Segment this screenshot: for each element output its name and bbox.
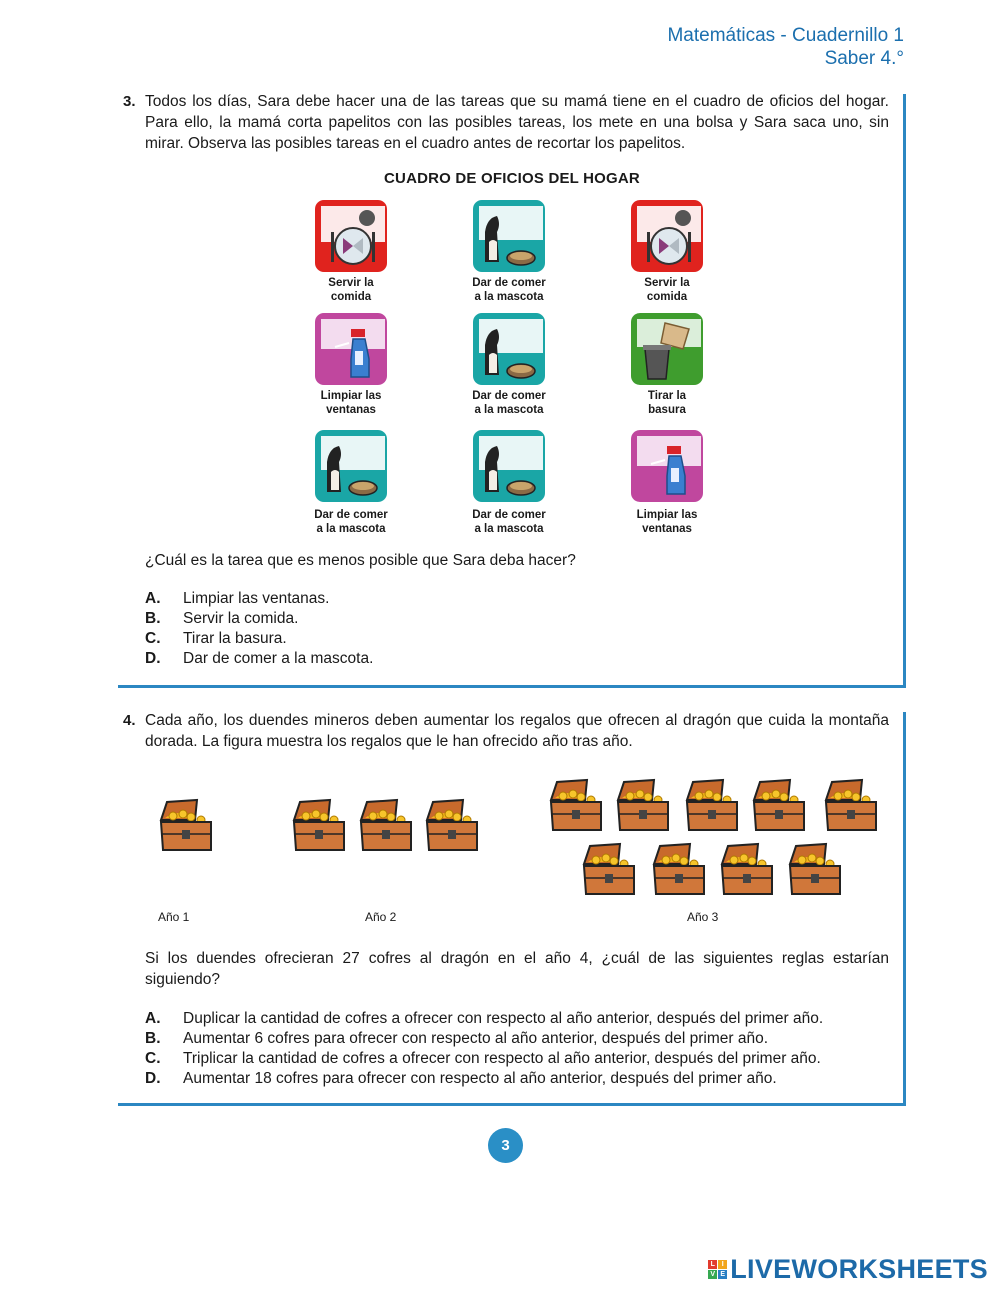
chore-tile [631,313,703,385]
chores-chart-title: CUADRO DE OFICIOS DEL HOGAR [384,170,640,187]
option-d[interactable]: D. Dar de comer a la mascota. [145,650,374,667]
treasure-chest-icon [155,796,217,861]
option-b[interactable]: B. Aumentar 6 cofres para ofrecer con respecto al año anterior, después del primer año. [145,1030,769,1047]
logo-mark-icon: L I V E [708,1260,727,1279]
dog-icon [317,432,389,504]
year-2-label: Año 2 [365,910,397,924]
option-d[interactable]: D. Aumentar 18 cofres para ofrecer con respecto al año anterior, después del primer año. [145,1070,777,1087]
treasure-chest-icon [716,840,778,905]
chore-tile [473,313,545,385]
header-subject: Matemáticas - Cuadernillo 1 [667,25,904,46]
year-1-label: Año 1 [158,910,190,924]
option-a[interactable]: A. Limpiar las ventanas. [145,590,330,607]
question-3-number: 3. [123,93,136,110]
dog-icon [475,202,547,274]
question-3-options [145,589,373,669]
chore-tile [473,200,545,272]
page-header [667,24,904,70]
treasure-chest-icon [681,776,743,841]
liveworksheets-logo [708,1254,988,1285]
chore-tile [631,200,703,272]
page-number: 3 [488,1128,523,1163]
option-c[interactable]: C. Triplicar la cantidad de cofres a ofrecer con respecto al año anterior, después del primer año. [145,1050,821,1067]
treasure-chest-icon [545,776,607,841]
option-c[interactable]: C. Tirar la basura. [145,630,287,647]
spray-icon [317,315,389,387]
chore-tile [315,200,387,272]
chore-label: Limpiar las ventanas [636,509,698,535]
chore-label: Tirar la basura [647,390,687,416]
treasure-chest-icon [288,796,350,861]
chore-tile [473,430,545,502]
logo-text: LIVEWORKSHEETS [730,1254,988,1284]
spray-icon [633,432,705,504]
plate-icon [317,202,389,274]
treasure-chest-icon [748,776,810,841]
treasure-chest-icon [578,840,640,905]
year-3-label: Año 3 [687,910,719,924]
question-4-options [145,1009,823,1089]
chore-label: Dar de comer a la mascota [472,390,546,416]
treasure-chest-icon [421,796,483,861]
treasure-chest-icon [820,776,882,841]
chore-label: Limpiar las ventanas [320,390,382,416]
chore-tile [315,313,387,385]
chore-label: Dar de comer a la mascota [472,277,546,303]
plate-icon [633,202,705,274]
question-3-prompt: ¿Cuál es la tarea que es menos posible que Sara deba hacer? [145,552,576,569]
chore-label: Dar de comer a la mascota [472,509,546,535]
dog-icon [475,432,547,504]
question-3-text: Todos los días, Sara debe hacer una de las tareas que su mamá tiene en el cuadro de oficios del hogar. Para ello, la mamá corta papelitos con las posibles tareas, los mete en una bolsa y Sara saca uno, sin mirar. Observa las posibles tareas en el cuadro antes de recortar los papelitos. [145,93,889,152]
chore-tile [631,430,703,502]
treasure-chest-icon [355,796,417,861]
option-b[interactable]: B. Servir la comida. [145,610,299,627]
question-4-number: 4. [123,712,136,729]
chore-label: Dar de comer a la mascota [314,509,388,535]
question-4-prompt: Si los duendes ofrecieran 27 cofres al dragón en el año 4, ¿cuál de las siguientes reglas estarían siguiendo? [145,950,889,988]
chore-label: Servir la comida [328,277,374,303]
header-grade: Saber 4.° [824,48,904,69]
question-4-text: Cada año, los duendes mineros deben aumentar los regalos que ofrecen al dragón que cuida la montaña dorada. La figura muestra los regalos que le han ofrecido año tras año. [145,712,889,750]
dog-icon [475,315,547,387]
treasure-chest-icon [784,840,846,905]
treasure-chest-icon [648,840,710,905]
treasure-chest-icon [612,776,674,841]
chore-label: Servir la comida [644,277,690,303]
chore-tile [315,430,387,502]
trash-icon [633,315,705,387]
option-a[interactable]: A. Duplicar la cantidad de cofres a ofrecer con respecto al año anterior, después del primer año. [145,1010,824,1027]
